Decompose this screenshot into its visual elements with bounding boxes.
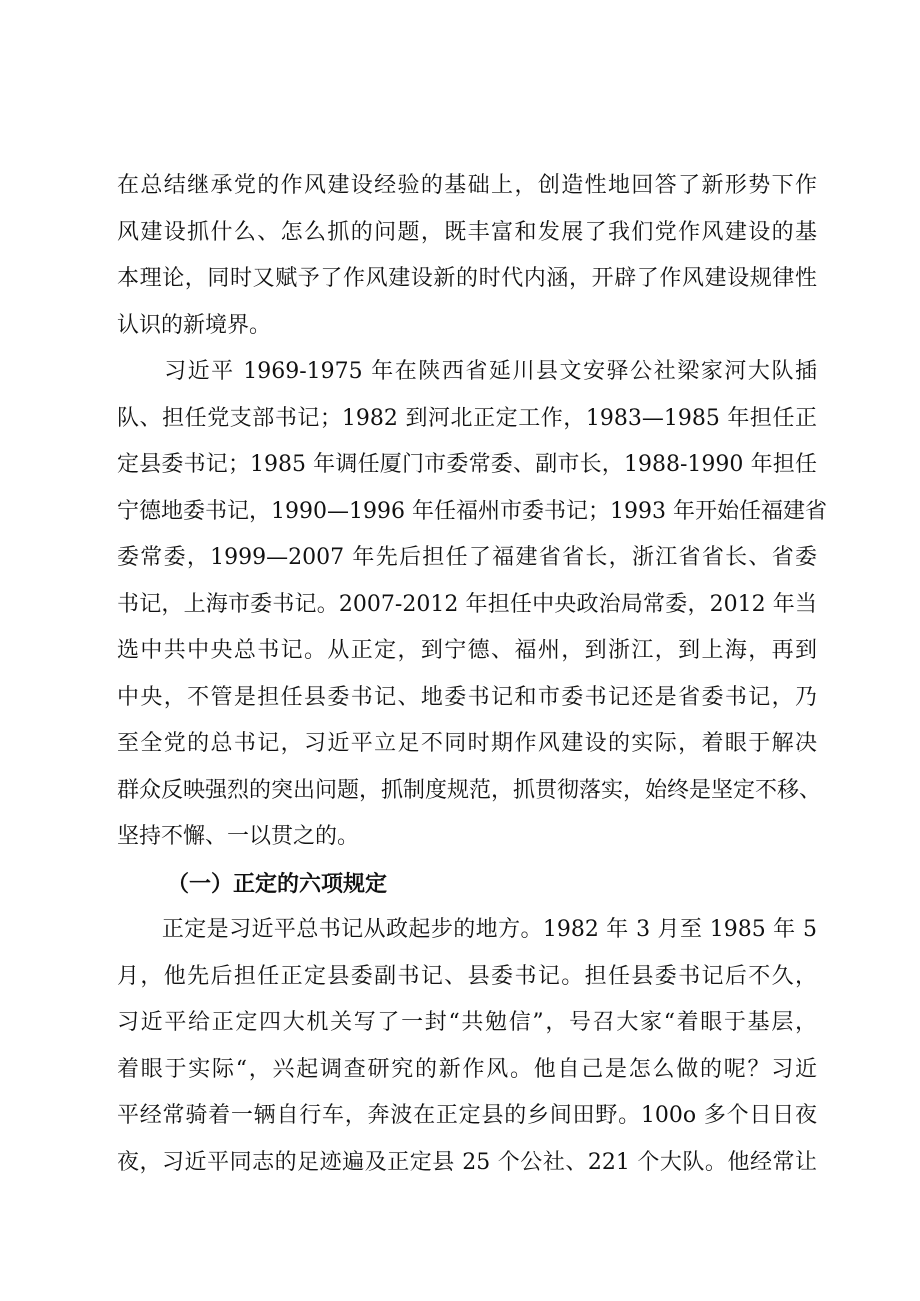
text-line: 定县委书记；1985 年调任厦门市委常委、副市长，1988-1990 年担任 [117,452,817,477]
text-line: 习近平 1969-1975 年在陕西省延川县文安驿公社梁家河大队插 [117,359,817,384]
text-line: 在总结继承党的作风建设经验的基础上，创造性地回答了新形势下作 [117,173,817,198]
text-line: 委常委，1999—2007 年先后担任了福建省省长，浙江省省长、省委 [117,545,817,570]
paragraph-3 [117,907,817,1186]
text-line: 队、担任党支部书记；1982 到河北正定工作，1983—1985 年担任正 [117,405,817,431]
text-line: 正定是习近平总书记从政起步的地方。1982 年 3 月至 1985 年 5 [117,917,817,942]
text-line: 认识的新境界。 [117,312,272,338]
text-line: 宁德地委书记，1990—1996 年任福州市委书记；1993 年开始任福建省 [117,498,827,524]
text-line: 本理论，同时又赋予了作风建设新的时代内涵，开辟了作风建设规律性 [117,266,817,291]
text-line: 群众反映强烈的突出问题，抓制度规范，抓贯彻落实，始终是坚定不移、 [117,777,822,803]
text-line: 平经常骑着一辆自行车，奔波在正定县的乡间田野。100o 多个日日夜 [117,1103,817,1128]
text-line: 夜，习近平同志的足迹遍及正定县 25 个公社、221 个大队。他经常让 [117,1149,817,1175]
text-line: 至全党的总书记，习近平立足不同时期作风建设的实际，着眼于解决 [117,731,817,756]
text-line: 着眼于实际“，兴起调查研究的新作风。他自己是怎么做的呢？习近 [117,1056,817,1082]
text-line: 习近平给正定四大机关写了一封“共勉信”，号召大家“着眼于基层， [117,1010,817,1035]
text-line: 风建设抓什么、怎么抓的问题，既丰富和发展了我们党作风建设的基 [117,219,817,245]
text-line: 坚持不懈、一以贯之的。 [117,824,360,849]
text-line: 书记，上海市委书记。2007-2012 年担任中央政治局常委，2012 年当 [117,591,817,617]
document-body [117,163,827,1186]
section-heading: （一）正定的六项规定 [167,870,388,897]
paragraph-2 [117,349,827,861]
paragraph-1 [117,163,817,349]
text-line: 选中共中央总书记。从正定，到宁德、福州，到浙江，到上海，再到 [117,638,817,663]
text-line: 中央，不管是担任县委书记、地委书记和市委书记还是省委书记，乃 [117,684,817,710]
text-line: 月，他先后担任正定县委副书记、县委书记。担任县委书记后不久， [117,963,817,989]
